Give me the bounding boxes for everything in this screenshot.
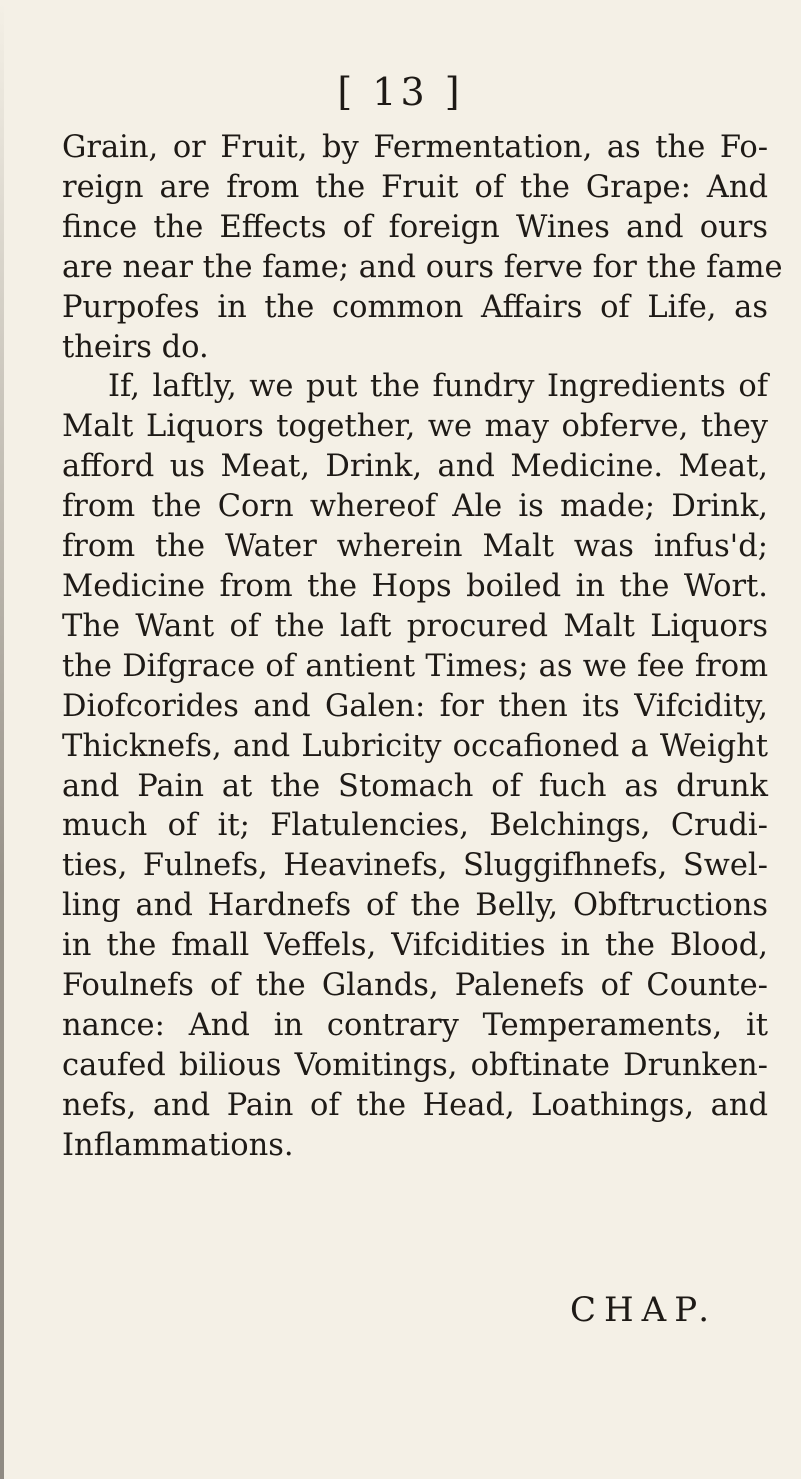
text-line: much of it; Flatulencies, Belchings, Crudi-: [62, 808, 768, 844]
text-line: The Want of the laft procured Malt Liquors: [62, 608, 768, 644]
text-line: and Pain at the Stomach of fuch as drunk: [62, 768, 768, 804]
text-line: Grain, or Fruit, by Fermentation, as the Fo-: [62, 130, 768, 165]
text-line: caufed bilious Vomitings, obftinate Drunken-: [62, 1047, 768, 1083]
text-line: nefs, and Pain of the Head, Loathings, and: [62, 1087, 768, 1123]
text-line: Medicine from the Hops boiled in the Wort.: [62, 568, 768, 604]
text-line: ling and Hardnefs of the Belly, Obftructions: [62, 888, 768, 924]
text-line: fince the Effects of foreign Wines and ours: [62, 209, 768, 245]
page-edge-shadow: [0, 0, 4, 1479]
text-line: the Difgrace of antient Times; as we fee from: [62, 648, 768, 684]
text-line: nance: And in contrary Temperaments, it: [62, 1007, 768, 1043]
text-line: Foulnefs of the Glands, Palenefs of Counte-: [62, 968, 768, 1004]
catchword: CHAP.: [570, 1290, 718, 1330]
page-number: [ 13 ]: [337, 70, 464, 114]
text-line: Diofcorides and Galen: for then its Vifcidity,: [62, 688, 768, 724]
text-line: Malt Liquors together, we may obferve, they: [62, 409, 768, 445]
body-text: [62, 128, 783, 1166]
text-line: are near the fame; and ours ferve for the fame: [62, 249, 783, 285]
text-line: in the fmall Veffels, Vifcidities in the Blood,: [62, 928, 768, 964]
text-line: ties, Fulnefs, Heavinefs, Sluggifhnefs, Swel-: [62, 848, 768, 884]
text-line: Inflammations.: [62, 1127, 294, 1163]
text-line: afford us Meat, Drink, and Medicine. Meat,: [62, 449, 768, 485]
text-line: If, laftly, we put the fundry Ingredients of: [108, 369, 768, 405]
text-line: theirs do.: [62, 329, 209, 365]
text-line: from the Water wherein Malt was infus'd;: [62, 529, 768, 565]
text-line: Thicknefs, and Lubricity occafioned a Weight: [62, 728, 768, 764]
text-line: reign are from the Fruit of the Grape: And: [62, 169, 768, 205]
text-line: Purpofes in the common Affairs of Life, as: [62, 289, 768, 325]
text-line: from the Corn whereof Ale is made; Drink,: [62, 489, 768, 525]
